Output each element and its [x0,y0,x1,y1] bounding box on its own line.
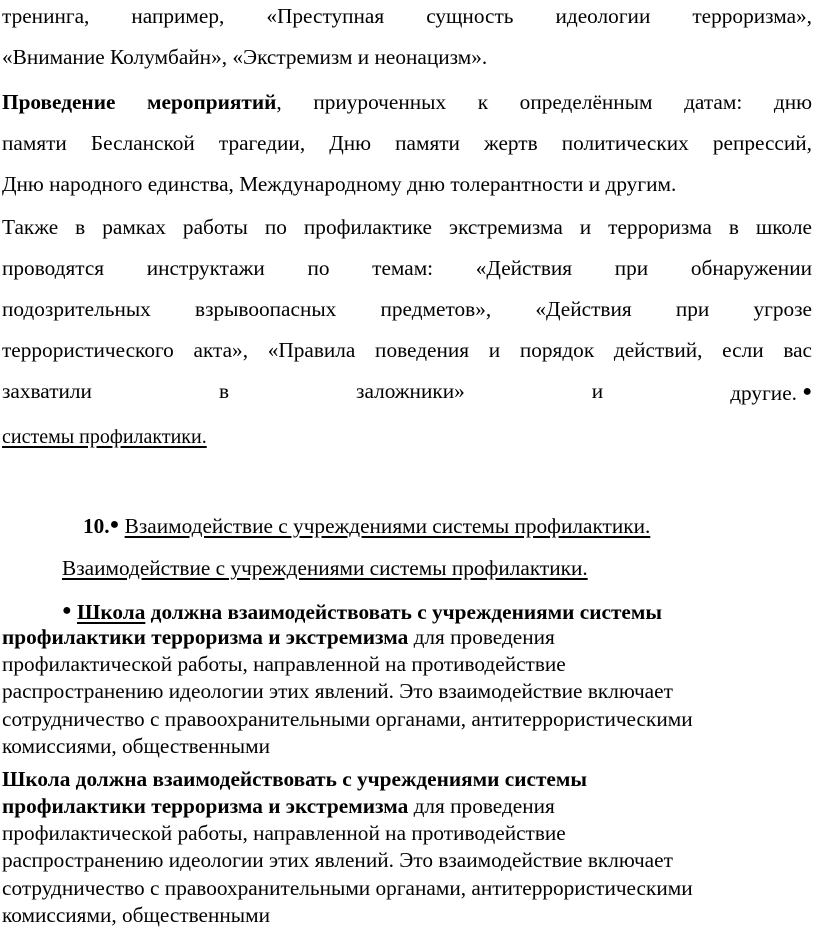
block1-bold-school: Школа [77,600,146,624]
block2-line-4: распространению идеологии этих явлений. Это взаимодействие включает [2,848,673,872]
block1-line-3: профилактической работы, направленной на противодействие [2,652,566,676]
bullet-icon: ● [802,383,812,400]
p2-line-1 [2,82,812,123]
block1-line-5: сотрудничество с правоохранительными органами, антитеррористическими [2,707,693,731]
block2-line-2 [2,792,555,820]
p2-line-1-rest: , приуроченных к определённым датам: дню [276,90,813,114]
p3-underlined-tail: системы профилактики. [2,426,207,448]
bullet-icon: ● [109,516,120,533]
block1-line-2 [2,623,555,651]
block1-line-1 [62,597,662,626]
bullet-icon: ● [62,602,72,619]
p3-line-1: Также в рамках работы по профилактике экстремизма и терроризма в школе [2,215,812,239]
p3-line-5: захватили в заложники» и другие. ● [2,371,812,414]
section-number: 10. [83,514,110,538]
block1-line-2-rest: для проведения [408,625,555,649]
section-heading [83,510,650,541]
p2-line-2: памяти Бесланской трагедии, Дню памяти жертв политических репрессий, [2,131,812,155]
block2-line-6: комиссиями, общественными [2,903,270,927]
block2-bold-line-2: профилактики терроризма и экстремизма [2,794,409,818]
p3-line-3: подозрительных взрывоопасных предметов», «Действия при угрозе [2,297,812,321]
p3-line-4: террористического акта», «Правила поведения и порядок действий, если вас [2,338,812,362]
block2-line-1 [2,765,587,793]
section-subheading: Взаимодействие с учреждениями системы профилактики. [62,556,588,580]
block2-bold-rest: должна взаимодействовать с учреждениями системы [70,767,588,791]
p1-line-2: «Внимание Колумбайн», «Экстремизм и неонацизм». [2,45,488,69]
section-heading-text: Взаимодействие с учреждениями системы профилактики. [124,514,651,538]
block1-bold-rest: должна взаимодействовать с учреждениями системы [145,600,663,624]
p3-line-2: проводятся инструктажи по темам: «Действия при обнаружении [2,256,812,280]
p2-line-3: Дню народного единства, Международному дню толерантности и другим. [2,172,677,196]
block2-bold-school: Школа [2,767,71,791]
block2-line-2-rest: для проведения [408,794,555,818]
p1-line-1: тренинга, например, «Преступная сущность идеологии терроризма», [2,4,812,28]
block1-line-6: комиссиями, общественными [2,734,270,758]
block1-line-4: распространению идеологии этих явлений. Это взаимодействие включает [2,679,673,703]
block2-line-3: профилактической работы, направленной на противодействие [2,821,566,845]
p2-bold-lead: Проведение мероприятий [2,90,277,114]
block2-line-5: сотрудничество с правоохранительными органами, антитеррористическими [2,876,693,900]
block1-bold-line-2: профилактики терроризма и экстремизма [2,625,409,649]
